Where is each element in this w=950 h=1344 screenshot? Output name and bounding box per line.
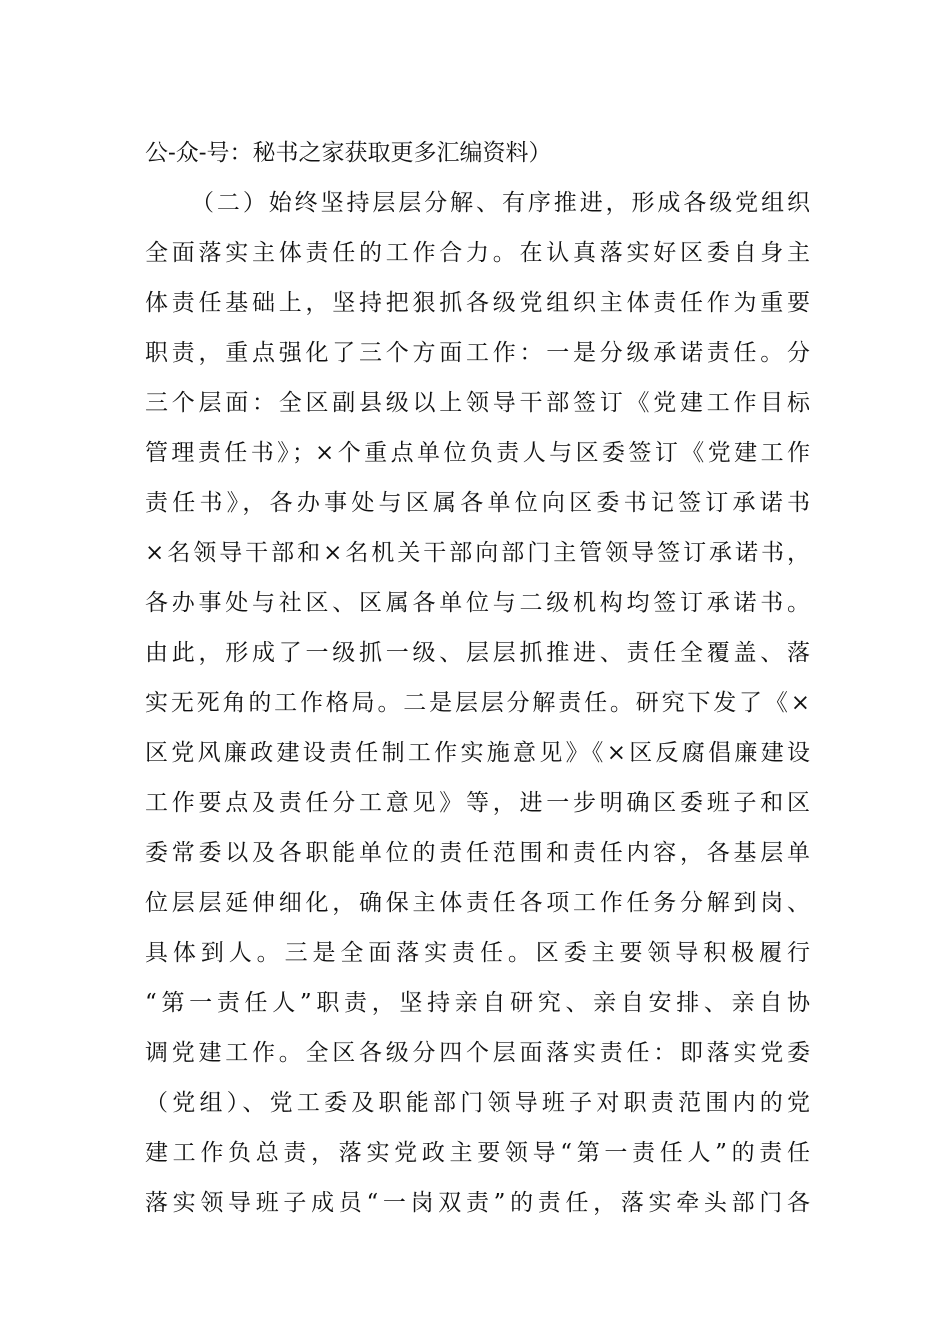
text-line: 建工作负总责，落实党政主要领导“第一责任人”的责任 — [145, 1140, 810, 1166]
text-line: 具体到人。三是全面落实责任。区委主要领导积极履行 — [145, 940, 810, 966]
text-line: ×名领导干部和×名机关干部向部门主管领导签订承诺书， — [145, 540, 810, 566]
text-line: “第一责任人”职责，坚持亲自研究、亲自安排、亲自协 — [145, 990, 810, 1016]
text-line: 公-众-号：秘书之家获取更多汇编资料） — [145, 140, 552, 166]
paragraph-first-line: （二）始终坚持层层分解、有序推进，形成各级党组织 — [191, 190, 810, 216]
text-line: 管理责任书》；×个重点单位负责人与区委签订《党建工作 — [145, 440, 810, 466]
text-line: 职责，重点强化了三个方面工作：一是分级承诺责任。分 — [145, 340, 810, 366]
text-line: 责任书》，各办事处与区属各单位向区委书记签订承诺书 — [145, 490, 810, 516]
text-line: 各办事处与社区、区属各单位与二级机构均签订承诺书。 — [145, 590, 810, 616]
text-line: 实无死角的工作格局。二是层层分解责任。研究下发了《× — [145, 690, 810, 716]
text-line: 工作要点及责任分工意见》等，进一步明确区委班子和区 — [145, 790, 810, 816]
text-line: 由此，形成了一级抓一级、层层抓推进、责任全覆盖、落 — [145, 640, 810, 666]
text-line: 调党建工作。全区各级分四个层面落实责任：即落实党委 — [145, 1040, 810, 1066]
text-line: 体责任基础上，坚持把狠抓各级党组织主体责任作为重要 — [145, 290, 810, 316]
body-text — [145, 128, 810, 1228]
text-line: 区党风廉政建设责任制工作实施意见》《×区反腐倡廉建设 — [145, 740, 810, 766]
text-line: 委常委以及各职能单位的责任范围和责任内容，各基层单 — [145, 840, 810, 866]
text-line: 位层层延伸细化，确保主体责任各项工作任务分解到岗、 — [145, 890, 810, 916]
text-line: 三个层面：全区副县级以上领导干部签订《党建工作目标 — [145, 390, 810, 416]
text-line: 落实领导班子成员“一岗双责”的责任，落实牵头部门各 — [145, 1190, 810, 1216]
text-line: （党组）、党工委及职能部门领导班子对职责范围内的党 — [145, 1090, 810, 1116]
text-line: 全面落实主体责任的工作合力。在认真落实好区委自身主 — [145, 240, 810, 266]
